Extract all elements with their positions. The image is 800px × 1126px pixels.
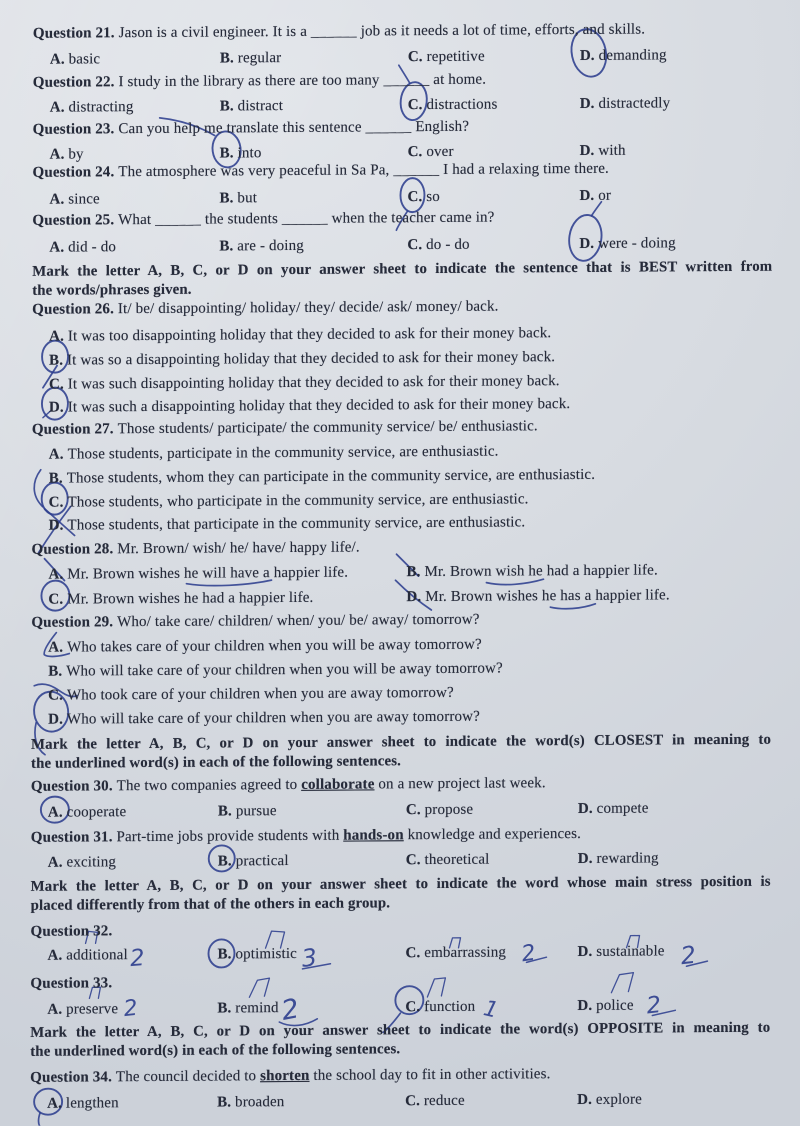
option	[217, 1092, 284, 1112]
option	[49, 237, 116, 257]
instruction-line: Mark the letter A, B, C, or D on your answer sheet to indicate the word whose main stress position is	[30, 873, 771, 895]
question-number: Question 33.	[30, 975, 113, 992]
question-number: Question 32.	[30, 923, 113, 940]
option	[219, 188, 257, 208]
option-text: reduce	[423, 1092, 465, 1110]
option-text: Those students, that participate in the community service, are enthusiastic.	[67, 514, 526, 534]
option-letter: B.	[217, 1094, 236, 1111]
option	[220, 48, 282, 68]
option	[405, 1091, 465, 1111]
option-text: It was so a disappointing holiday that they decided to ask for their money back.	[67, 349, 556, 369]
instruction-line: Mark the letter A, B, C, or D on your answer sheet to indicate the word(s) OPPOSITE in meaning to	[30, 1019, 771, 1041]
options-row	[0, 232, 799, 258]
option-letter: C.	[48, 494, 68, 511]
option-text: sustainable	[596, 943, 665, 960]
option	[406, 800, 473, 820]
question-line	[31, 773, 546, 797]
option-letter: A.	[48, 639, 68, 656]
options-row	[0, 184, 799, 210]
option-letter: B.	[48, 470, 67, 487]
option	[408, 95, 498, 116]
option-text: Mr. Brown wishes he will have a happier life.	[67, 564, 349, 583]
question-line	[32, 538, 360, 560]
option-letter: C.	[407, 189, 427, 206]
option-letter: D.	[577, 800, 597, 817]
option-letter: A.	[49, 99, 69, 116]
option-text: distracting	[68, 99, 134, 116]
option-letter: A.	[48, 566, 68, 583]
question-line	[31, 824, 581, 848]
question-number: Question 22.	[32, 74, 119, 91]
option-letter: A.	[47, 947, 67, 964]
option-letter: D.	[48, 517, 68, 534]
option-text: Who takes care of your children when you will be away tomorrow?	[67, 636, 482, 656]
option-letter: C.	[48, 376, 68, 393]
options-row	[0, 463, 799, 489]
option-text: additional	[66, 947, 128, 964]
option-letter: A.	[47, 1095, 66, 1112]
option	[578, 848, 659, 869]
option-text: explore	[595, 1091, 642, 1108]
option-text: were - doing	[598, 235, 676, 252]
option	[407, 235, 469, 255]
option	[50, 97, 134, 118]
underlined-term: hands-on	[343, 827, 404, 844]
question-text: Part-time jobs provide students with	[116, 827, 344, 846]
option-text: embarrassing	[424, 944, 507, 962]
option-letter: A.	[49, 191, 69, 208]
option-letter: D.	[579, 187, 599, 204]
option-text: distractions	[426, 96, 498, 114]
option-text: with	[598, 142, 626, 159]
option-letter: D.	[48, 399, 68, 416]
option-text: exciting	[66, 854, 117, 871]
question-text: on a new project last week.	[374, 775, 546, 793]
option-text: basic	[68, 51, 101, 68]
option	[406, 560, 657, 582]
question-text: The council decided to	[115, 1068, 261, 1086]
hand-stress-optimistic: 3	[300, 943, 319, 973]
option	[407, 187, 439, 207]
question-number: Question 30.	[30, 778, 117, 795]
option-text: do - do	[426, 236, 470, 254]
pen-tail-q34-A	[39, 1113, 41, 1126]
option	[48, 802, 127, 823]
option-letter: A.	[47, 1001, 67, 1018]
option-text: Mr. Brown wishes he had a happier life.	[67, 589, 314, 608]
option	[48, 683, 454, 706]
question-number: Question 21.	[32, 25, 119, 42]
option-text: since	[68, 191, 100, 208]
option-letter: B.	[219, 190, 238, 207]
option-letter: A.	[49, 239, 69, 256]
question-line	[31, 610, 479, 633]
options-row	[0, 44, 800, 70]
instruction-line: Mark the letter A, B, C, or D on your answer sheet to indicate the word(s) CLOSEST in meaning to	[31, 731, 772, 753]
option	[579, 233, 675, 254]
option-letter: C.	[407, 97, 427, 114]
option-letter: B.	[217, 803, 236, 820]
option-letter: D.	[577, 850, 597, 867]
option-letter: C.	[48, 687, 67, 704]
option-text: remind	[235, 1000, 279, 1017]
option	[220, 96, 283, 116]
option-letter: A.	[48, 446, 68, 463]
options-row	[0, 321, 799, 347]
options-row	[0, 704, 798, 730]
option-letter: A.	[47, 854, 67, 871]
question-text: Those students/ participate/ the community service/ be/ enthusiastic.	[117, 418, 538, 438]
option	[580, 93, 671, 114]
question-text: Can you help me translate this sentence ______ English?	[118, 118, 470, 138]
option	[48, 659, 503, 682]
option-letter: C.	[405, 852, 425, 869]
question-text: The atmosphere was very peaceful in Sa Pa, ______ I had a relaxing time there.	[118, 160, 609, 181]
question-text: Jason is a civil engineer. It is a ______ job as it needs a lot of time, efforts, and skills.	[118, 21, 646, 42]
option-text: repetitive	[426, 48, 485, 66]
option	[49, 371, 560, 395]
option	[48, 563, 348, 585]
option-letter: B.	[49, 352, 68, 369]
option-text: are - doing	[237, 237, 304, 255]
question-line	[30, 973, 112, 994]
option-text: Those students, participate in the community service, are enthusiastic.	[67, 443, 499, 463]
option-letter: D.	[406, 589, 426, 606]
option	[217, 944, 297, 965]
question-number: Question 34.	[30, 1069, 116, 1086]
option-letter: C.	[405, 945, 425, 962]
options-row	[0, 559, 799, 585]
options-row	[0, 92, 800, 118]
option-text: It was too disappointing holiday that they decided to ask for their money back.	[67, 325, 552, 345]
option-letter: D.	[577, 1091, 596, 1108]
option	[406, 850, 490, 871]
underlined-term: shorten	[260, 1067, 310, 1085]
option	[218, 851, 289, 871]
question-number: Question 29.	[31, 614, 118, 631]
option-letter: B.	[217, 1000, 236, 1017]
question-line	[32, 416, 538, 440]
option-text: propose	[424, 801, 474, 819]
option-letter: B.	[406, 564, 425, 581]
option	[219, 236, 304, 257]
option-text: Mr. Brown wishes he has a happier life.	[425, 587, 670, 606]
option-text: optimistic	[235, 945, 297, 963]
question-text: Mr. Brown/ wish/ he/ have/ happy life/.	[117, 539, 360, 558]
option-text: into	[237, 145, 262, 162]
option-text: rewarding	[596, 850, 659, 867]
options-row	[0, 345, 799, 371]
option-letter: D.	[579, 142, 599, 159]
option-text: preserve	[66, 1001, 119, 1018]
option	[49, 489, 529, 512]
question-number: Question 24.	[32, 164, 119, 181]
option-text: lengthen	[65, 1095, 119, 1112]
option	[579, 186, 611, 206]
instruction-line: the underlined word(s) in each of the following sentences.	[30, 753, 401, 772]
option	[49, 442, 499, 465]
option	[49, 347, 555, 371]
question-number: Question 23.	[32, 121, 119, 138]
option	[48, 588, 313, 610]
options-row	[0, 1088, 797, 1114]
option-letter: D.	[579, 235, 599, 252]
option-text: Mr. Brown wish he had a happier life.	[424, 562, 658, 581]
option-text: broaden	[235, 1094, 285, 1111]
option	[49, 465, 595, 489]
option	[50, 49, 100, 69]
options-row	[0, 369, 799, 395]
option-letter: D.	[577, 943, 597, 960]
hand-stress-embarrassing: 2	[519, 940, 538, 968]
question-text: It/ be/ disappointing/ holiday/ they/ decide/ ask/ money/ back.	[117, 298, 499, 318]
option-text: police	[596, 997, 634, 1014]
option-text: cooperate	[66, 804, 127, 821]
option	[49, 512, 526, 535]
underlined-term: collaborate	[301, 776, 375, 793]
option-letter: D.	[577, 997, 597, 1014]
option-text: Those students, who participate in the community service, are enthusiastic.	[67, 491, 529, 511]
hand-stress-police: 2	[645, 991, 663, 1020]
option-text: so	[426, 188, 440, 206]
options-row	[0, 656, 798, 682]
option-letter: B.	[217, 946, 236, 963]
option-text: regular	[237, 50, 282, 67]
option-letter: B.	[217, 853, 236, 870]
question-text: Who/ take care/ children/ when/ you/ be/ away/ tomorrow?	[117, 611, 480, 631]
option	[47, 1093, 119, 1114]
instruction-line: the words/phrases given.	[32, 281, 192, 299]
option-text: by	[68, 146, 84, 163]
question-line	[31, 921, 113, 942]
option-text: Who will take care of your children when you are away tomorrow?	[66, 708, 480, 728]
option	[218, 801, 277, 821]
option-letter: D.	[579, 95, 599, 112]
options-row	[0, 584, 798, 610]
option	[578, 798, 649, 818]
option-letter: C.	[407, 144, 427, 161]
option-text: practical	[235, 853, 289, 870]
option-text: Who took care of your children when you are away tomorrow?	[66, 684, 454, 704]
option-text: Who will take care of your children when you will be away tomorrow?	[66, 660, 503, 680]
instruction-line: placed differently from that of the others in each group.	[30, 895, 391, 914]
options-row	[0, 439, 799, 465]
option-letter: D.	[579, 47, 599, 64]
option	[49, 189, 99, 209]
option	[47, 945, 127, 966]
hand-flag-function	[427, 978, 445, 997]
question-text: the school day to fit in other activities.	[309, 1066, 551, 1084]
options-row	[0, 797, 798, 823]
question-line	[33, 117, 469, 140]
option-letter: B.	[219, 238, 238, 255]
option	[408, 47, 485, 68]
question-number: Question 26.	[32, 301, 118, 318]
option	[49, 323, 551, 347]
option-letter: A.	[49, 328, 68, 345]
option-text: It was such a disappointing holiday that they decided to ask for their money back.	[67, 396, 571, 416]
hand-tail-sustainable	[686, 961, 707, 966]
options-row	[0, 632, 798, 658]
options-row	[0, 680, 798, 706]
question-line	[30, 1064, 550, 1088]
option-letter: B.	[219, 98, 238, 115]
option-letter: C.	[405, 1093, 424, 1110]
option-letter: D.	[48, 711, 67, 728]
option-letter: A.	[49, 146, 69, 163]
option	[49, 394, 570, 418]
option-text: Those students, whom they can participate in the community service, are enthusiastic.	[66, 466, 596, 487]
option	[580, 45, 667, 66]
hand-stress-additional: 2	[129, 945, 146, 973]
question-line	[33, 70, 486, 93]
option-text: or	[598, 187, 612, 204]
option-text: theoretical	[424, 851, 490, 869]
option-text: did - do	[68, 239, 117, 256]
option-letter: C.	[407, 237, 427, 254]
option	[405, 942, 506, 963]
option-text: It was such disappointing holiday that they decided to ask for their money back.	[67, 373, 560, 393]
option	[577, 1090, 642, 1110]
option-text: pursue	[235, 803, 277, 820]
option-letter: B.	[48, 663, 67, 680]
options-row	[0, 510, 799, 536]
option	[405, 997, 475, 1017]
options-row	[0, 392, 799, 418]
options-row	[0, 940, 798, 966]
instruction-line: the underlined word(s) in each of the following sentences.	[30, 1041, 401, 1060]
option-letter: C.	[405, 802, 425, 819]
options-row	[0, 991, 797, 1023]
hand-tail-optimistic	[302, 964, 330, 969]
hand-flag-police	[611, 973, 633, 993]
question-line	[32, 208, 494, 231]
option	[48, 635, 482, 658]
option-text: distractedly	[598, 95, 671, 112]
option	[48, 852, 116, 872]
question-line	[33, 159, 609, 183]
option-letter: B.	[219, 145, 238, 162]
question-number: Question 28.	[31, 541, 118, 558]
question-line	[33, 19, 645, 43]
question-number: Question 31.	[30, 829, 117, 846]
question-number: Question 27.	[31, 421, 118, 438]
option	[48, 707, 480, 730]
option-text: but	[237, 190, 258, 207]
options-row	[0, 847, 798, 873]
option	[47, 999, 118, 1019]
option	[577, 941, 664, 962]
option	[406, 585, 669, 607]
option-letter: C.	[407, 49, 427, 66]
option-letter: A.	[49, 51, 69, 68]
option-letter: C.	[48, 591, 68, 608]
options-row	[0, 487, 799, 513]
instruction-line: Mark the letter A, B, C, or D on your answer sheet to indicate the sentence that is BEST written from	[32, 258, 773, 280]
option-text: demanding	[598, 47, 667, 64]
hand-stress-remind: 2	[279, 993, 302, 1027]
hand-stress-function: 1	[480, 996, 501, 1024]
option-letter: A.	[47, 804, 67, 821]
hand-stress-preserve: 2	[122, 995, 139, 1023]
option-text: over	[426, 143, 454, 161]
option	[577, 996, 633, 1016]
question-line	[32, 297, 498, 320]
question-text: knowledge and experiences.	[403, 825, 582, 844]
hand-flag-remind	[249, 978, 269, 997]
option-letter: C.	[405, 999, 425, 1016]
question-text: The two companies agreed to	[116, 776, 302, 795]
question-number: Question 25.	[32, 212, 119, 229]
question-text: I study in the library as there are too many ______ at home.	[118, 71, 487, 91]
option-letter: B.	[219, 50, 238, 67]
option-text: distract	[237, 98, 284, 115]
option	[217, 998, 278, 1018]
hand-stress-sustainable: 2	[679, 940, 698, 971]
option-text: function	[424, 998, 476, 1016]
option-text: compete	[596, 800, 649, 817]
question-text: What ______ the students ______ when the teacher came in?	[118, 209, 495, 229]
